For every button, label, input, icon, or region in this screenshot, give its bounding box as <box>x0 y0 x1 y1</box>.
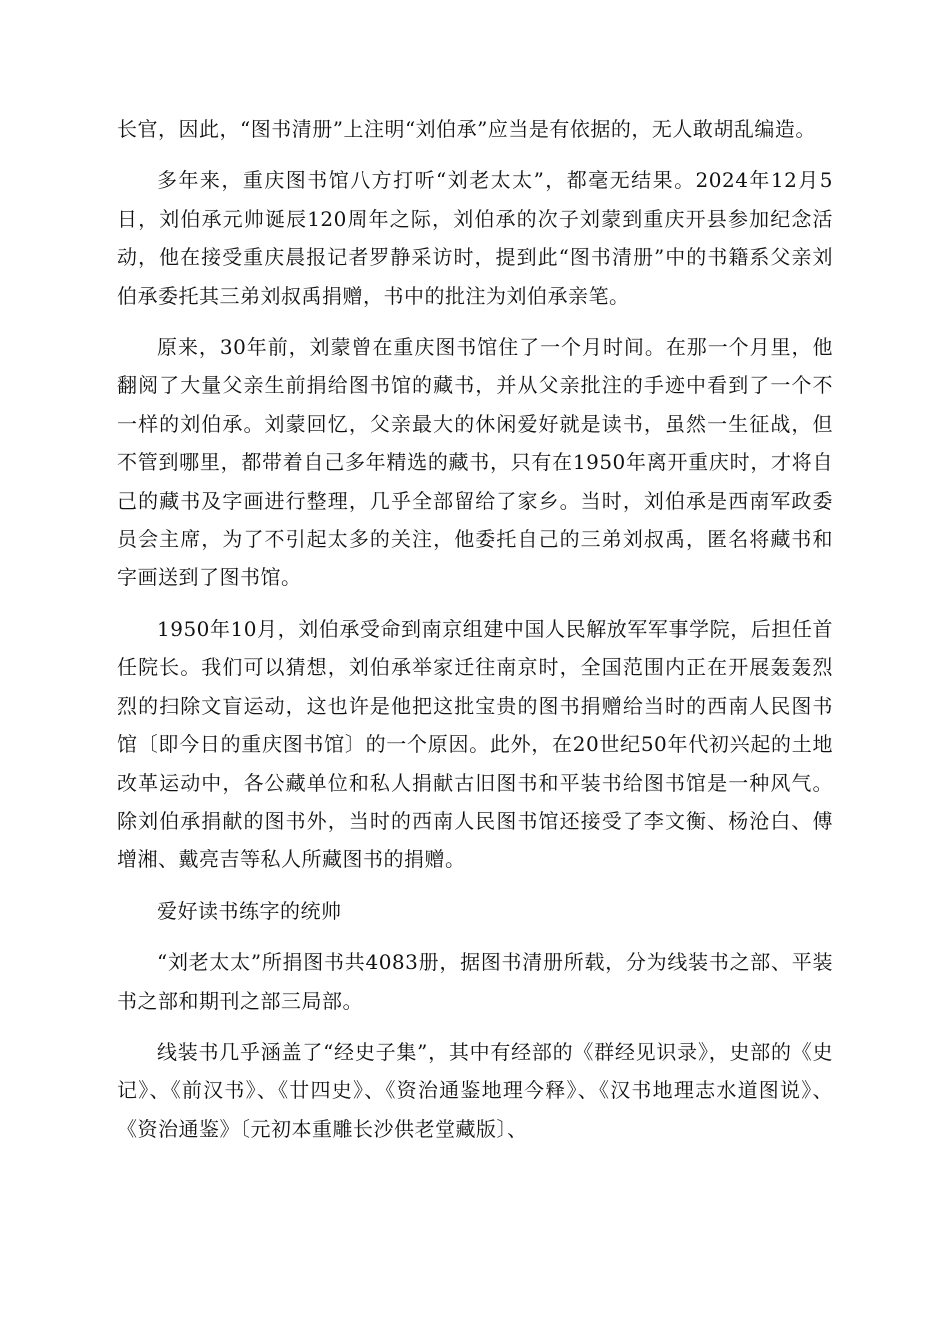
document-page <box>117 110 833 1161</box>
paragraph: “刘老太太”所捐图书共4083册，据图书清册所载，分为线装书之部、平装书之部和期刊之部三局部。 <box>117 950 833 1013</box>
paragraph: 线装书几乎涵盖了“经史子集”，其中有经部的《群经见识录》，史部的《史记》、《前汉书》、《廿四史》、《资治通鉴地理今释》、《汉书地理志水道图说》、《资治通鉴》〔元初本重雕长沙供老堂藏版〕、 <box>117 1039 833 1141</box>
paragraph: 原来，30年前，刘蒙曾在重庆图书馆住了一个月时间。在那一个月里，他翻阅了大量父亲生前捐给图书馆的藏书，并从父亲批注的手迹中看到了一个不一样的刘伯承。刘蒙回忆，父亲最大的休闲爱好就是读书，虽然一生征战，但不管到哪里，都带着自己多年精选的藏书，只有在1950年离开重庆时，才将自己的藏书及字画进行整理，几乎全部留给了家乡。当时，刘伯承是西南军政委员会主席，为了不引起太多的关注，他委托自己的三弟刘叔禹，匿名将藏书和字画送到了图书馆。 <box>117 335 833 590</box>
paragraph-continuation: 长官，因此，“图书清册”上注明“刘伯承”应当是有依据的，无人敢胡乱编造。 <box>117 117 816 141</box>
section-heading: 爱好读书练字的统帅 <box>157 898 342 923</box>
paragraph: 多年来，重庆图书馆八方打听“刘老太太”，都毫无结果。2024年12月5日，刘伯承元帅诞辰120周年之际，刘伯承的次子刘蒙到重庆开县参加纪念活动，他在接受重庆晨报记者罗静采访时，提到此“图书清册”中的书籍系父亲刘伯承委托其三弟刘叔禹捐赠，书中的批注为刘伯承亲笔。 <box>117 168 833 308</box>
paragraph: 1950年10月，刘伯承受命到南京组建中国人民解放军军事学院，后担任首任院长。我们可以猜想，刘伯承举家迁往南京时，全国范围内正在开展轰轰烈烈的扫除文盲运动，这也许是他把这批宝贵的图书捐赠给当时的西南人民图书馆〔即今日的重庆图书馆〕的一个原因。此外，在20世纪50年代初兴起的土地改革运动中，各公藏单位和私人捐献古旧图书和平装书给图书馆是一种风气。除刘伯承捐献的图书外，当时的西南人民图书馆还接受了李文衡、杨沧白、傅增湘、戴亮吉等私人所藏图书的捐赠。 <box>117 616 833 872</box>
